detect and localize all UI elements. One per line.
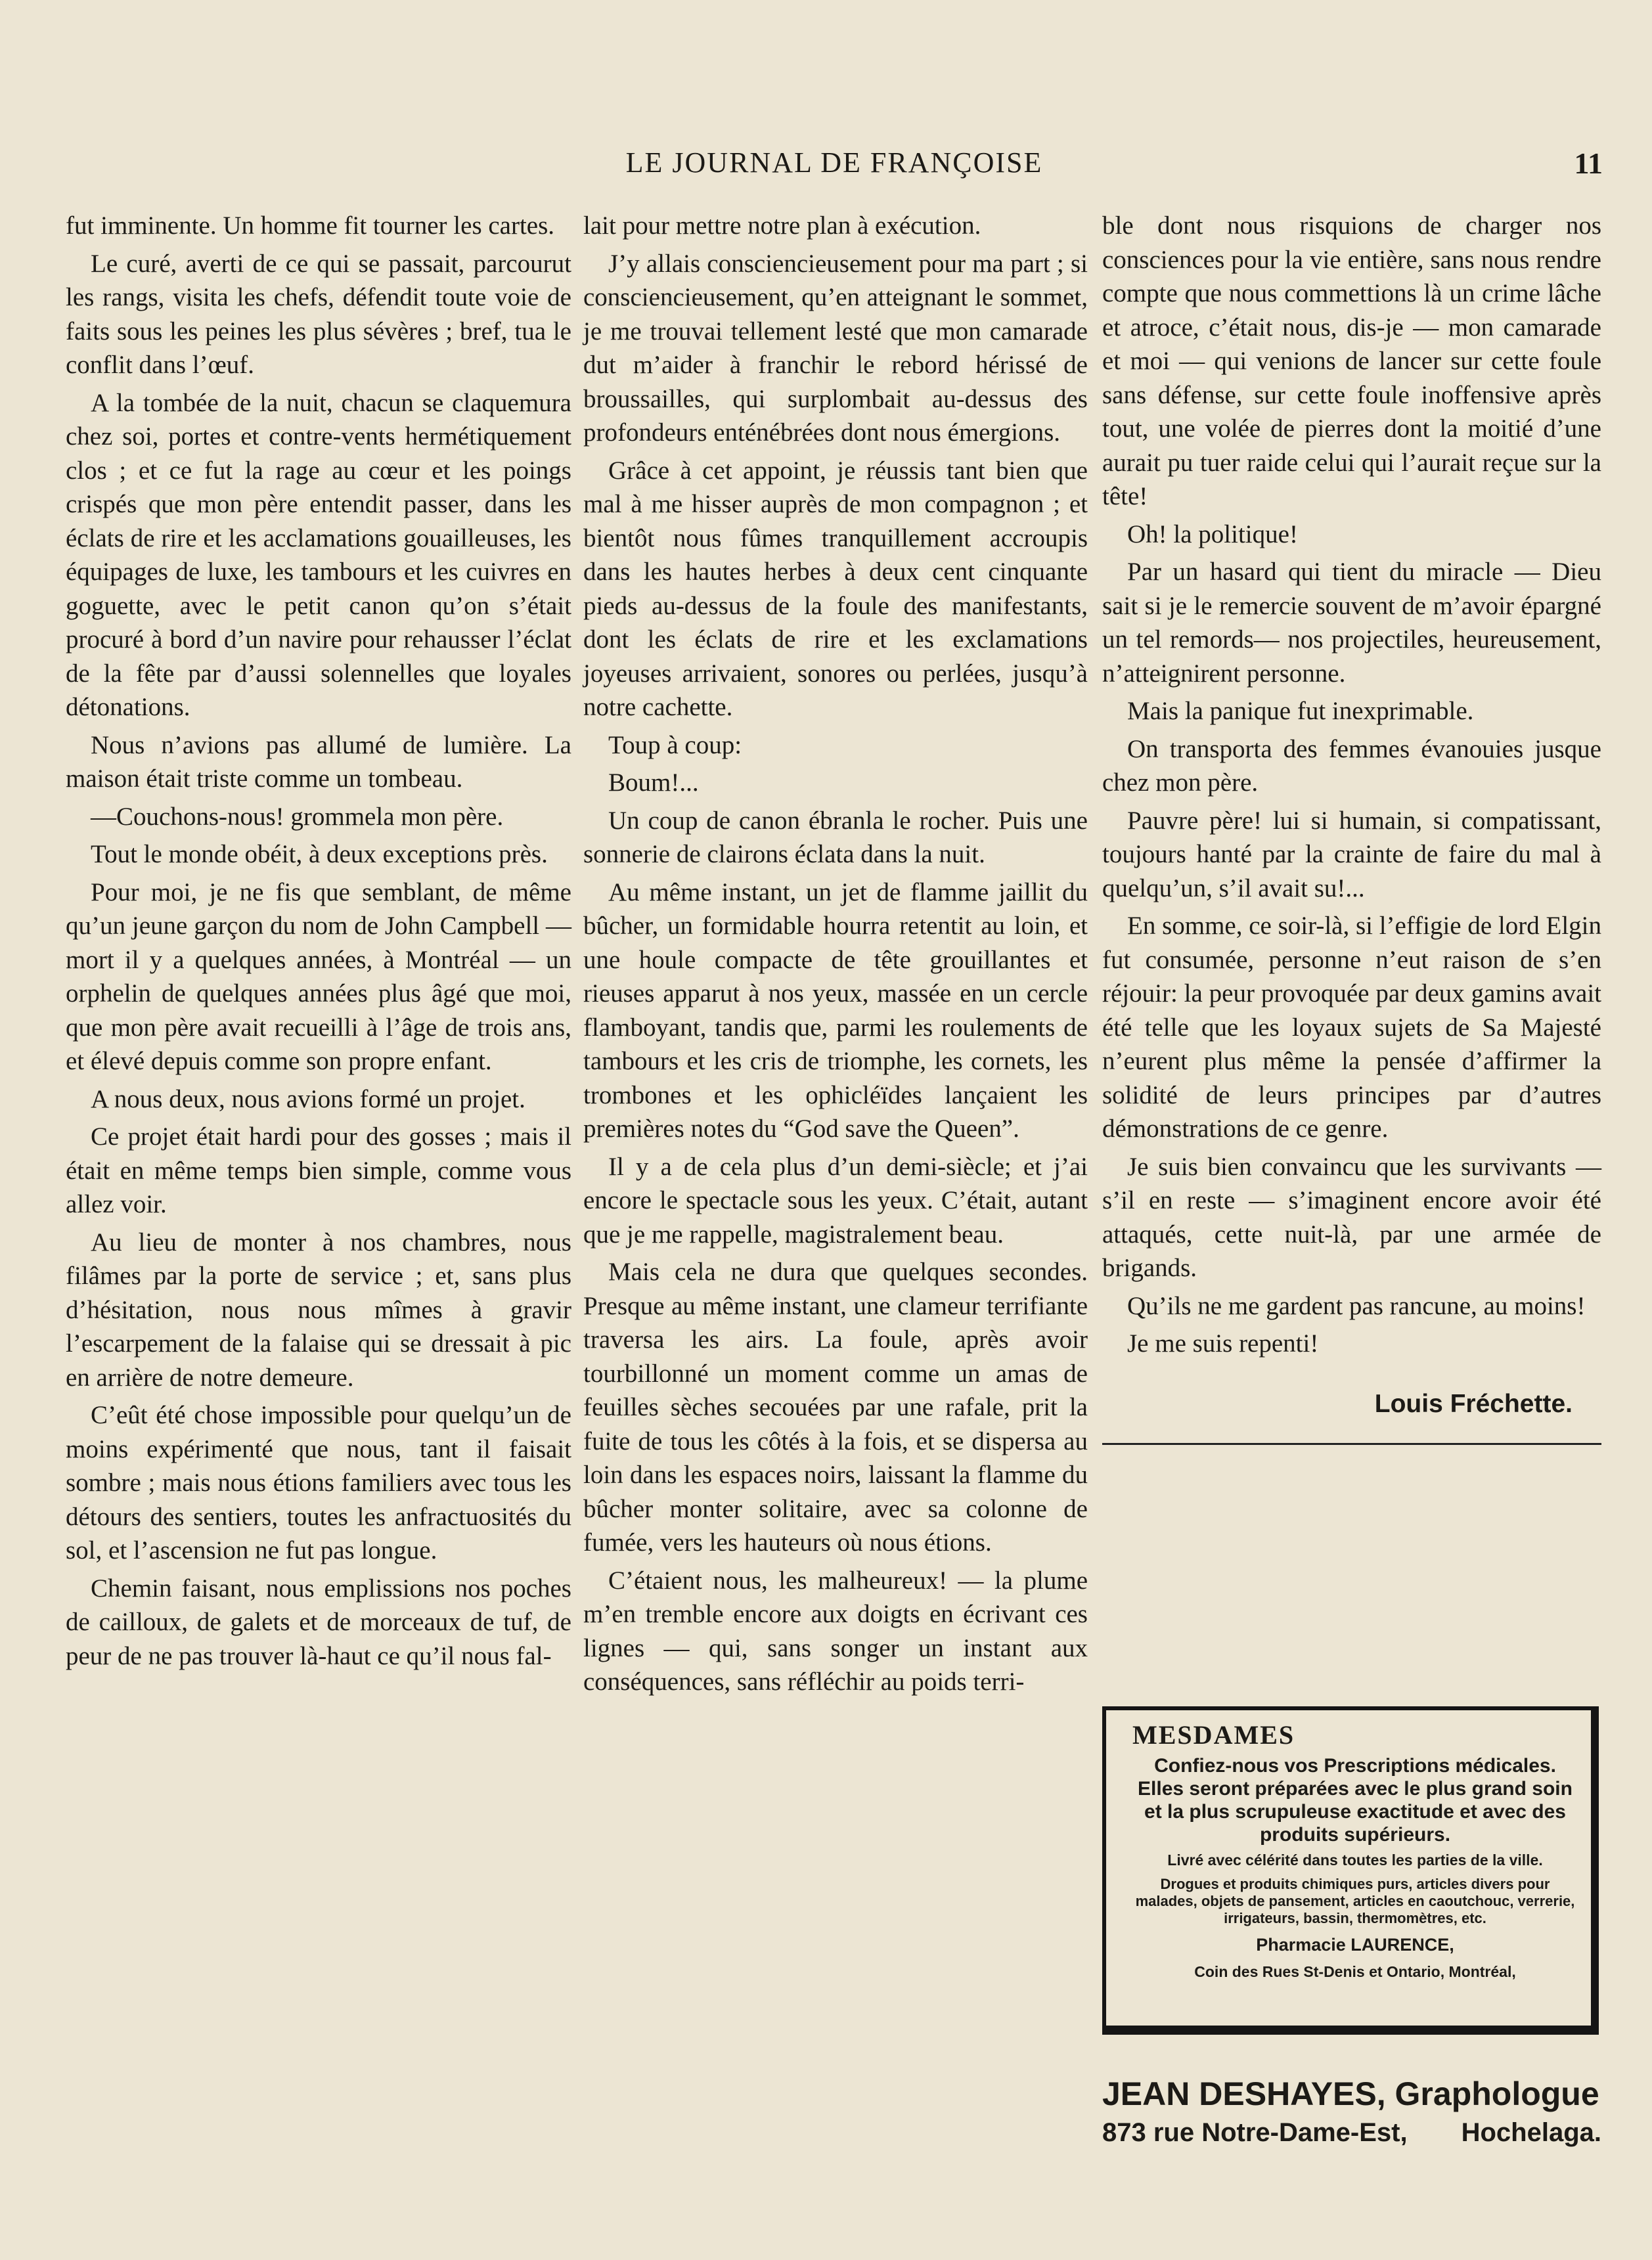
paragraph: lait pour mettre notre plan à exécution.	[583, 211, 981, 240]
paragraph: On transporta des femmes évanouies jusque chez mon père.	[1102, 734, 1601, 797]
ad-heading: MESDAMES	[1132, 1720, 1295, 1750]
ad-pharmacy-name: Pharmacie LAURENCE,	[1256, 1935, 1454, 1955]
paragraph: Le curé, averti de ce qui se passait, parcourut les rangs, visita les chefs, défendit toute voie de faits sous les peines les plus sévères ; bref, tua le conflit dans l’œuf.	[66, 249, 571, 379]
paragraph: Pour moi, je ne fis que semblant, de même qu’un jeune garçon du nom de John Campbell — mort il y a quelques années, à Montréal — un orphelin de quelques années plus âgé que moi, que mon père avait recueilli à l’âge de trois ans, et élevé depuis comme son propre enfant.	[66, 877, 571, 1075]
text-column-3	[1102, 209, 1601, 1445]
graphologue-district: Hochelaga.	[1461, 2118, 1601, 2147]
paragraph: Grâce à cet appoint, je réussis tant bien que mal à me hisser auprès de mon compagnon ; et bientôt nous fûmes tranquillement accroupis dans les hautes herbes à deux cent cinquante pieds au-dessus de la foule des manifestants, dont les éclats de rire et les exclamations joyeuses arrivaient, sonores ou perlées, jusqu’à notre cachette.	[583, 456, 1088, 721]
paragraph: J’y allais consciencieusement pour ma part ; si consciencieusement, qu’en atteignant le sommet, je me trouvai tellement lesté que mon camarade dut m’aider à franchir le rebord hérissé de broussailles, qui surplombait au-dessus des profondeurs enténébrées dont nous émergions.	[583, 249, 1088, 447]
ad-main-text: Confiez-nous vos Prescriptions médicales. Elles seront préparées avec le plus grand soin et la plus scrupuleuse exactitude et avec des produits supérieurs.	[1138, 1755, 1573, 1846]
page-header	[66, 146, 1603, 185]
paragraph: Oh! la politique!	[1127, 520, 1298, 548]
paragraph: Chemin faisant, nous emplissions nos poches de cailloux, de galets et de morceaux de tuf, de peur de ne pas trouver là-haut ce qu’il nous fal-	[66, 1574, 571, 1670]
paragraph: A nous deux, nous avions formé un projet.	[91, 1084, 525, 1113]
paragraph: Il y a de cela plus d’un demi-siècle; et j’ai encore le spectacle sous les yeux. C’était, autant que je me rappelle, magistralement beau.	[583, 1152, 1088, 1249]
text-column-1	[66, 209, 571, 1677]
graphologue-advertisement	[1102, 2074, 1601, 2152]
paragraph: En somme, ce soir-là, si l’effigie de lord Elgin fut consumée, personne n’eut raison de s’en réjouir: la peur provoquée par deux gamins avait été telle que les loyaux sujets de Sa Majesté n’eurent plus même la pensée d’affirmer la solidité de leurs principes par d’autres démonstrations de ce genre.	[1102, 912, 1601, 1143]
paragraph: C’eût été chose impossible pour quelqu’un de moins expérimenté que nous, tant il faisait sombre ; mais nous étions familiers avec tous les détours des sentiers, toutes les anfractuosités du sol, et l’ascension ne fut pas longue.	[66, 1401, 571, 1564]
paragraph: Un coup de canon ébranla le rocher. Puis une sonnerie de clairons éclata dans la nuit.	[583, 806, 1088, 868]
paragraph: Tout le monde obéit, à deux exceptions près.	[91, 840, 548, 868]
paragraph: Par un hasard qui tient du miracle — Dieu sait si je le remercie souvent de m’avoir épargné un tel remords— nos projectiles, heureusement, n’atteignirent personne.	[1102, 558, 1601, 688]
divider-rule	[1102, 1443, 1601, 1445]
paragraph: Qu’ils ne me gardent pas rancune, au moins!	[1127, 1291, 1586, 1320]
paragraph: Nous n’avions pas allumé de lumière. La maison était triste comme un tombeau.	[66, 730, 571, 793]
ad-address: Coin des Rues St-Denis et Ontario, Montréal,	[1194, 1963, 1516, 1980]
paragraph: Boum!...	[608, 768, 699, 797]
paragraph: ble dont nous risquions de charger nos consciences pour la vie entière, sans nous rendre compte que nous commettions là un crime lâche et atroce, c’était nous, dis-je — mon camarade et moi — qui venions de lancer sur cette foule sans défense, sur cette foule inoffensive après tout, une volée de pierres dont la moitié d’une aurait pu tuer raide celui qui l’aurait reçue sur la tête!	[1102, 211, 1601, 510]
paragraph: Ce projet était hardi pour des gosses ; mais il était en même temps bien simple, comme vous allez voir.	[66, 1122, 571, 1218]
paragraph: Toup à coup:	[608, 730, 742, 759]
paragraph: Au lieu de monter à nos chambres, nous filâmes par la porte de service ; et, sans plus d’hésitation, nous nous mîmes à gravir l’escarpement de la falaise qui se dressait à pic en arrière de notre demeure.	[66, 1228, 571, 1392]
paragraph: —Couchons-nous! grommela mon père.	[91, 802, 504, 831]
ad-delivery-text: Livré avec célérité dans toutes les parties de la ville.	[1167, 1851, 1543, 1869]
text-column-2	[583, 209, 1088, 1703]
paragraph: Mais cela ne dura que quelques secondes. Presque au même instant, une clameur terrifiante traversa les airs. La foule, après avoir tourbillonné un moment comme un amas de feuilles sèches secouées par une rafale, prit la fuite de tous les côtés à la fois, et se dispersa au loin dans les espaces noirs, laissant la flamme du bûcher monter solitaire, avec sa colonne de fumée, vers les hauteurs où nous étions.	[583, 1258, 1088, 1557]
paragraph: Je me suis repenti!	[1127, 1329, 1319, 1358]
graphologue-address: 873 rue Notre-Dame-Est,	[1102, 2118, 1408, 2147]
author-signature: Louis Fréchette.	[1374, 1389, 1573, 1418]
paragraph: Pauvre père! lui si humain, si compatissant, toujours hanté par la crainte de faire du mal à quelqu’un, s’il avait su!...	[1102, 806, 1601, 902]
paragraph: Au même instant, un jet de flamme jaillit du bûcher, un formidable hourra retentit au loin, et une houle compacte de tête grouillantes et rieuses apparut à nos yeux, massée en un cercle flamboyant, tandis que, parmi les roulements de tambours et les cris de triomphe, les cornets, les trombones et les ophicléïdes lançaient les premières notes du “God save the Queen”.	[583, 877, 1088, 1143]
graphologue-name: JEAN DESHAYES, Graphologue	[1102, 2075, 1599, 2112]
paragraph: Je suis bien convaincu que les survivants — s’il en reste — s’imaginent encore avoir été attaqués, cette nuit-là, par une armée de brigands.	[1102, 1152, 1601, 1282]
paragraph: A la tombée de la nuit, chacun se claquemura chez soi, portes et contre-vents hermétiquement clos ; et ce fut la rage au cœur et les poings crispés que mon père entendit passer, dans les éclats de rire et les acclamations gouailleuses, les équipages de luxe, les tambours et les cuivres en goguette, avec le petit canon qu’on s’était procuré à bord d’un navire pour rehausser l’éclat de la fête par d’aussi solennelles que loyales détonations.	[66, 388, 571, 721]
pharmacy-advertisement	[1102, 1706, 1599, 2035]
graphologue-address-line	[1102, 2114, 1601, 2152]
paragraph: fut imminente. Un homme fit tourner les cartes.	[66, 211, 555, 240]
paragraph: Mais la panique fut inexprimable.	[1127, 697, 1474, 725]
journal-title: LE JOURNAL DE FRANÇOISE	[625, 146, 1043, 179]
ad-products-text: Drogues et produits chimiques purs, articles divers pour malades, objets de pansement, articles en caoutchouc, verrerie, irrigateurs, bassin, thermomètres, etc.	[1135, 1876, 1575, 1926]
paragraph: C’étaient nous, les malheureux! — la plume m’en tremble encore aux doigts en écrivant ces lignes — qui, sans songer un instant aux conséquences, sans réfléchir au poids terri-	[583, 1566, 1088, 1696]
page-number: 11	[1574, 146, 1603, 180]
